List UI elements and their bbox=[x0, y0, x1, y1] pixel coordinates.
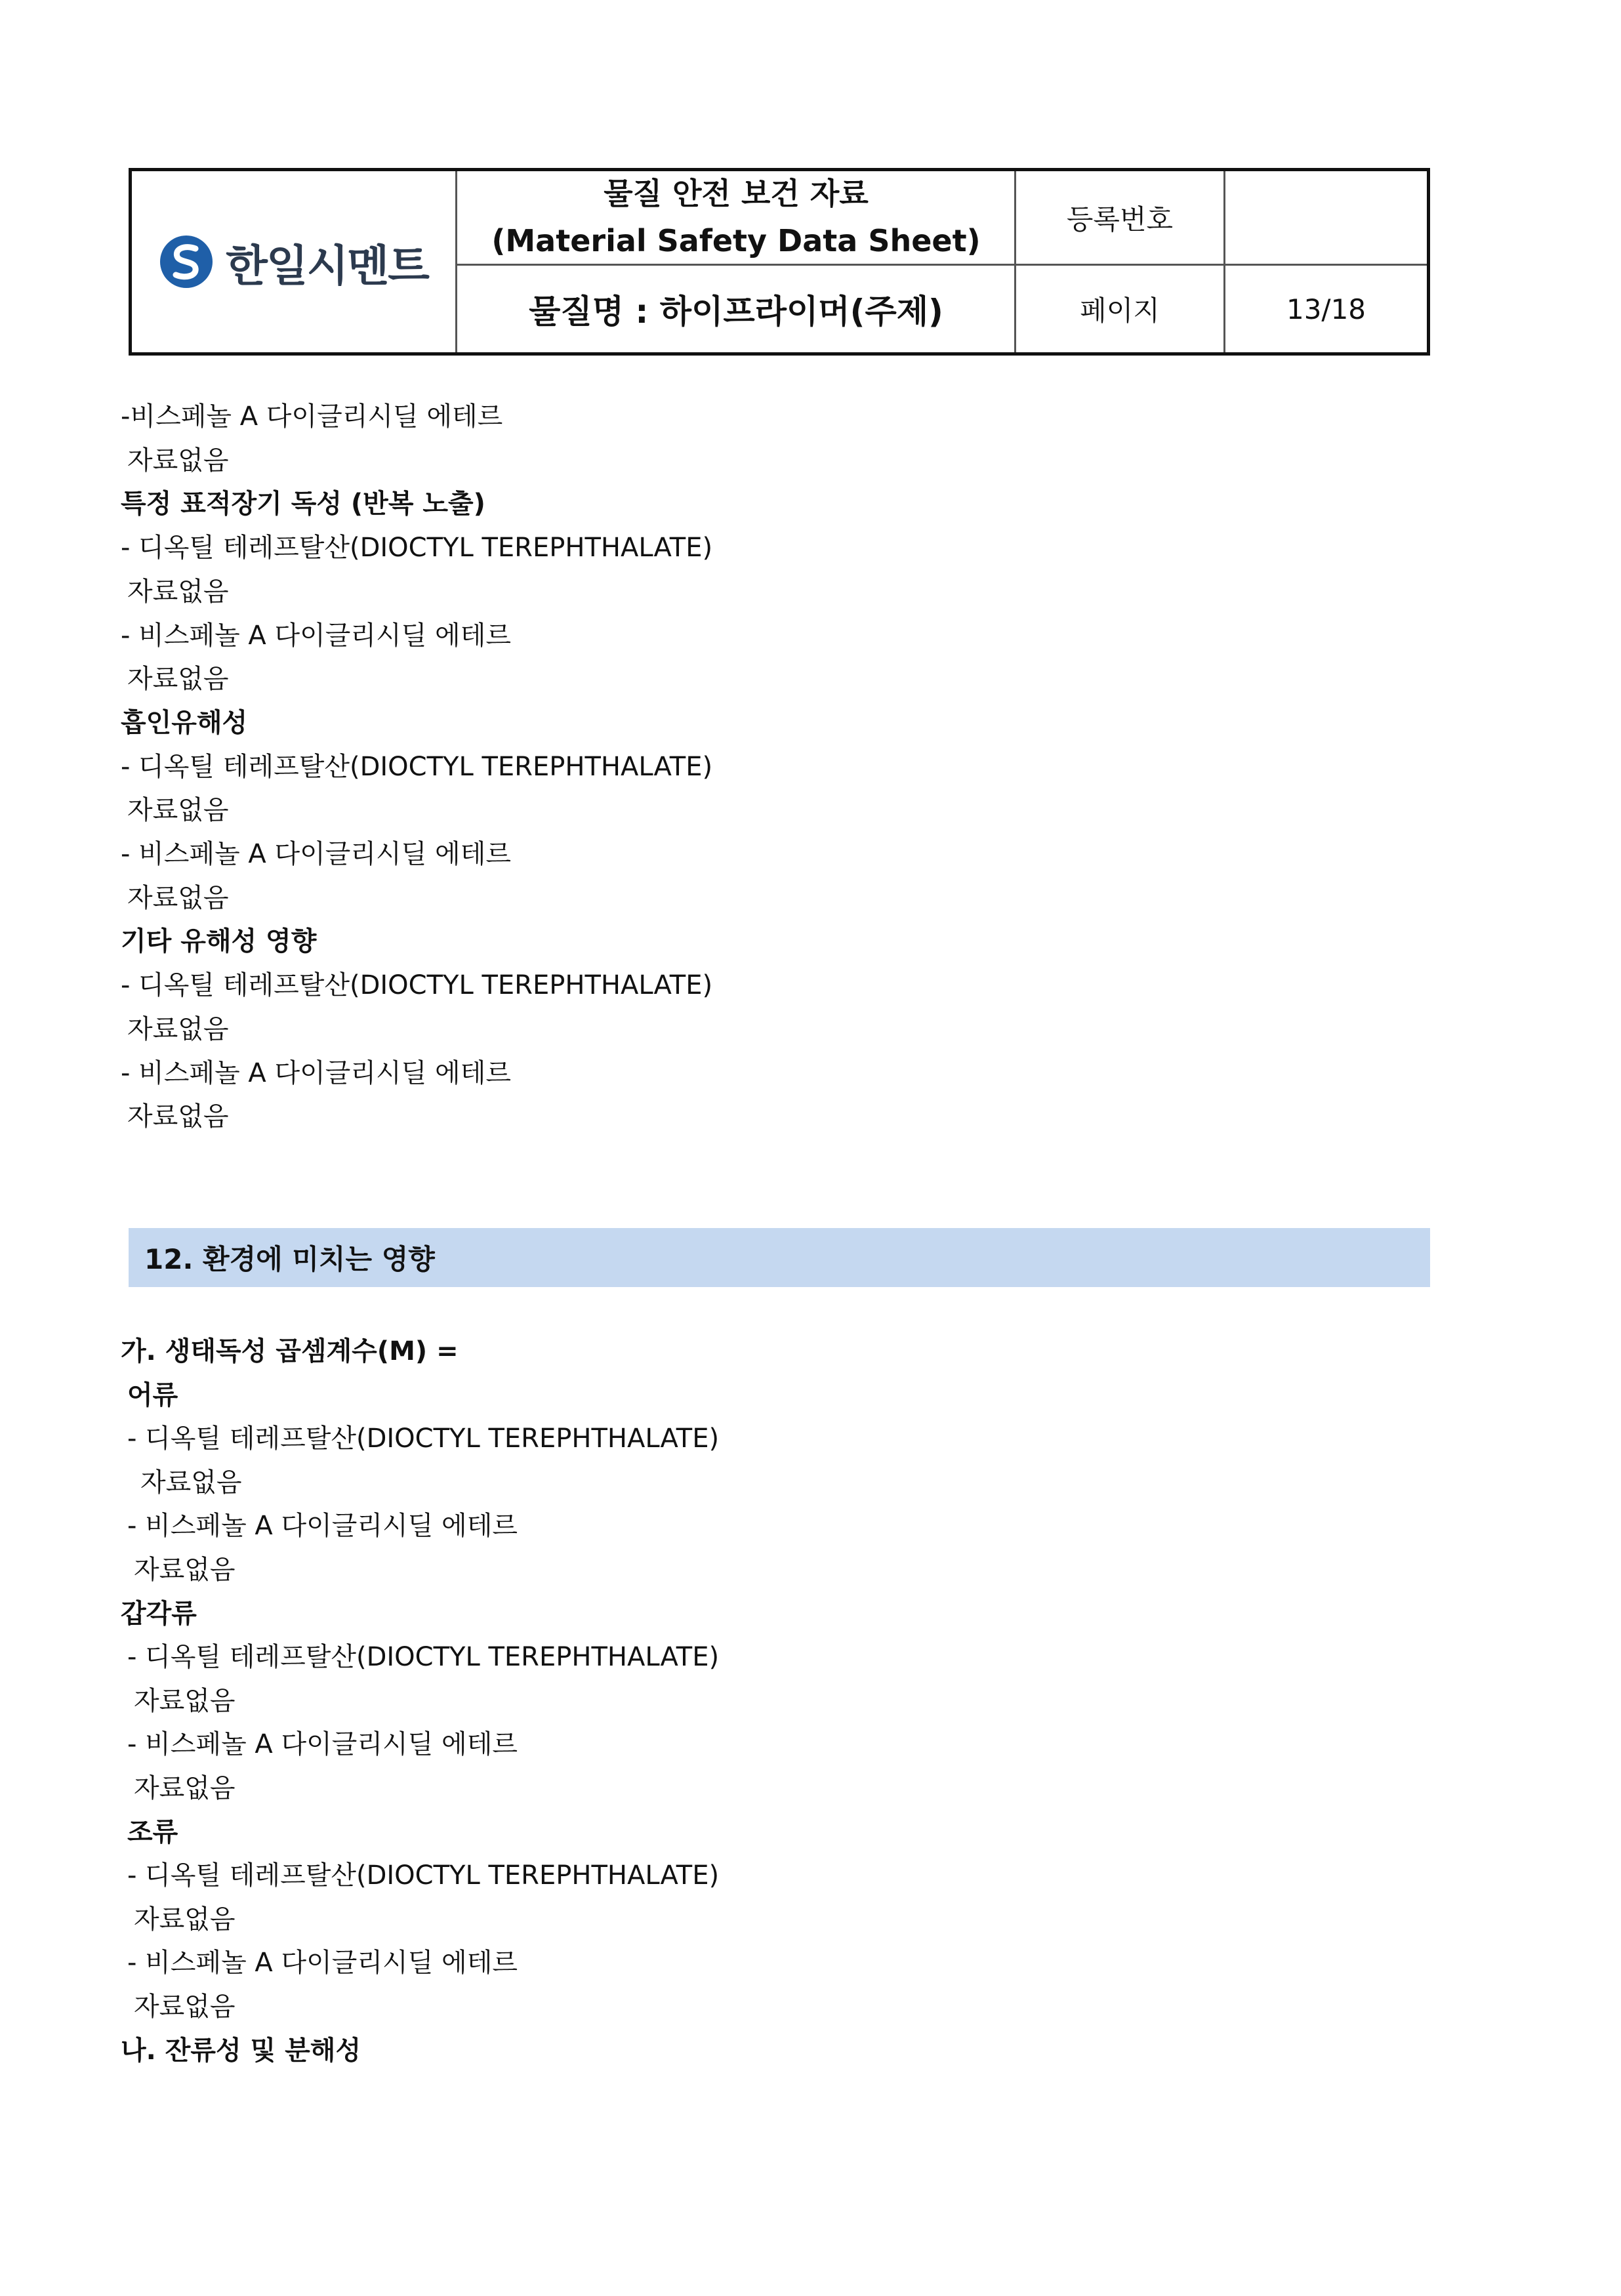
text-line: -비스페놀 A 다이글리시딜 에테르 bbox=[121, 401, 503, 432]
text-line: - 디옥틸 테레프탈산(DIOCTYL TEREPHTHALATE) bbox=[121, 970, 713, 1001]
section-subheading: 흡인유해성 bbox=[121, 707, 248, 738]
text-line: 자료없음 bbox=[127, 664, 229, 695]
logo-text: 한일시멘트 bbox=[226, 240, 428, 291]
text-line: 자료없음 bbox=[134, 1555, 236, 1585]
table-divider bbox=[455, 171, 457, 352]
text-line: 자료없음 bbox=[134, 1904, 236, 1935]
section-12-title: 12. 환경에 미치는 영향 bbox=[144, 1243, 435, 1275]
text-line: 자료없음 bbox=[127, 576, 229, 607]
section-12-heading bbox=[129, 1228, 1430, 1287]
logo-cell bbox=[132, 171, 455, 352]
text-line: - 비스페놀 A 다이글리시딜 에테르 bbox=[121, 1057, 511, 1088]
msds-header-table bbox=[129, 168, 1430, 356]
text-line: 자료없음 bbox=[134, 1992, 236, 2022]
title-english: (Material Safety Data Sheet) bbox=[491, 222, 981, 258]
text-line: 자료없음 bbox=[127, 882, 229, 913]
hanil-logo-icon bbox=[159, 234, 214, 289]
text-line: - 비스페놀 A 다이글리시딜 에테르 bbox=[127, 1729, 518, 1760]
text-line: - 디옥틸 테레프탈산(DIOCTYL TEREPHTHALATE) bbox=[127, 1860, 720, 1891]
section-subheading: 갑각류 bbox=[121, 1598, 197, 1629]
text-line: - 디옥틸 테레프탈산(DIOCTYL TEREPHTHALATE) bbox=[127, 1424, 720, 1454]
text-line: 자료없음 bbox=[127, 445, 229, 476]
text-line: 자료없음 bbox=[134, 1685, 236, 1716]
text-line: - 비스페놀 A 다이글리시딜 에테르 bbox=[127, 1511, 518, 1542]
registration-value bbox=[1225, 171, 1427, 264]
text-line: - 비스페놀 A 다이글리시딜 에테르 bbox=[121, 839, 511, 869]
registration-label: 등록번호 bbox=[1066, 203, 1174, 236]
text-line: 자료없음 bbox=[140, 1467, 242, 1498]
document-title-cell bbox=[458, 171, 1014, 264]
text-line: - 디옥틸 테레프탈산(DIOCTYL TEREPHTHALATE) bbox=[121, 751, 713, 782]
page-label: 페이지 bbox=[1080, 295, 1160, 327]
section-subheading: 가. 생태독성 곱셈계수(M) = bbox=[121, 1336, 459, 1366]
section-subheading: 조류 bbox=[127, 1816, 178, 1847]
text-line: - 디옥틸 테레프탈산(DIOCTYL TEREPHTHALATE) bbox=[127, 1642, 720, 1673]
section-subheading: 어류 bbox=[127, 1380, 178, 1410]
text-line: - 비스페놀 A 다이글리시딜 에테르 bbox=[121, 620, 511, 651]
text-line: - 디옥틸 테레프탈산(DIOCTYL TEREPHTHALATE) bbox=[121, 533, 713, 564]
text-line: 자료없음 bbox=[127, 1101, 229, 1132]
section-subheading: 기타 유해성 영향 bbox=[121, 926, 317, 957]
section-subheading: 특정 표적장기 독성 (반복 노출) bbox=[121, 489, 485, 520]
text-line: 자료없음 bbox=[127, 795, 229, 826]
title-korean: 물질 안전 보건 자료 bbox=[604, 176, 869, 212]
page-number: 13/18 bbox=[1286, 293, 1366, 325]
text-line: 자료없음 bbox=[127, 1014, 229, 1044]
text-line: 자료없음 bbox=[134, 1773, 236, 1803]
material-name: 물질명 : 하이프라이머(주제) bbox=[529, 293, 943, 331]
section-subheading: 나. 잔류성 및 분해성 bbox=[121, 2035, 361, 2066]
company-logo bbox=[159, 231, 428, 293]
text-line: - 비스페놀 A 다이글리시딜 에테르 bbox=[127, 1948, 518, 1978]
